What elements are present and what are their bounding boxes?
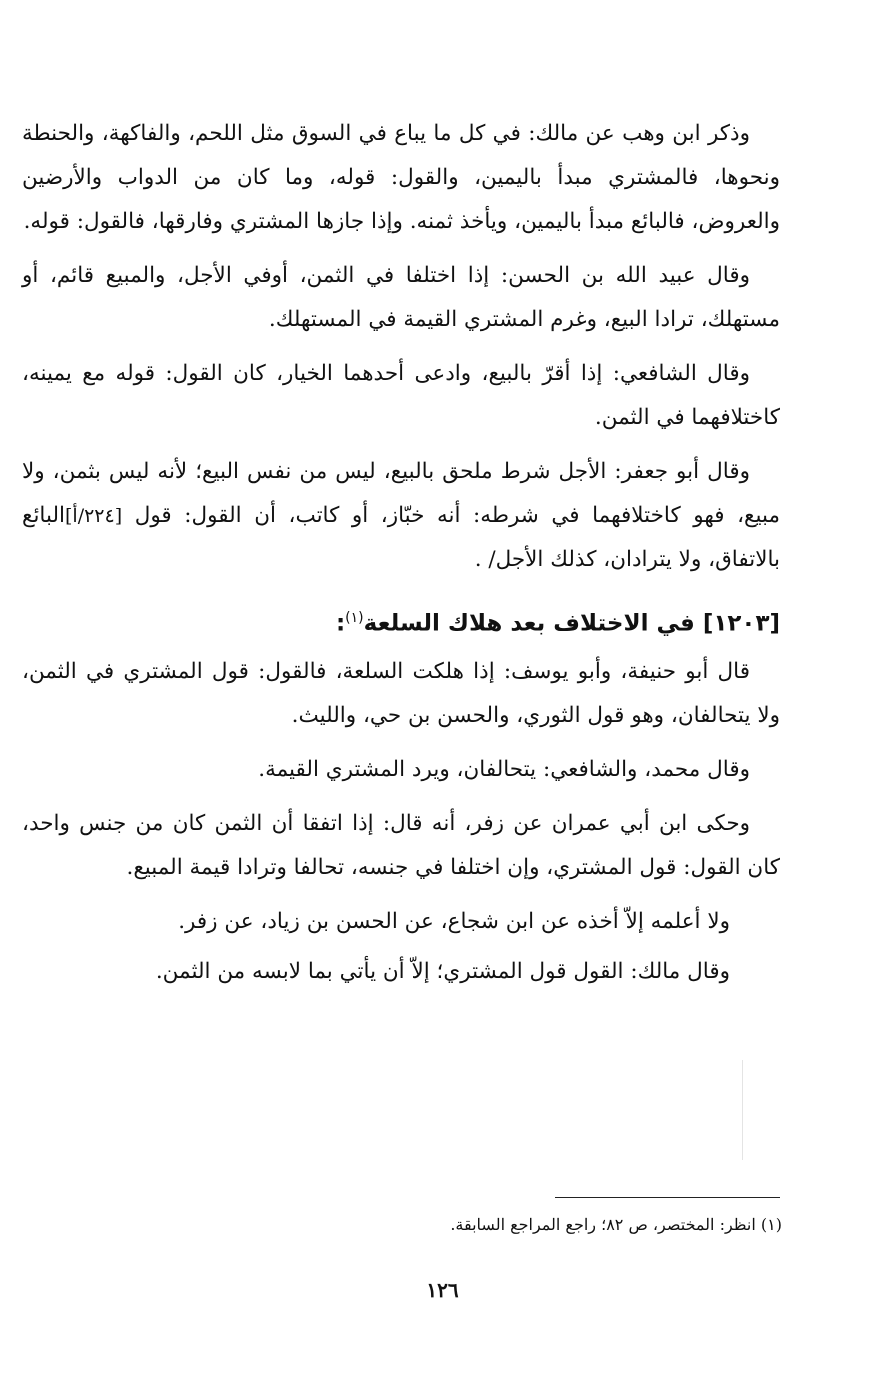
footnote-reference: (١)	[345, 610, 364, 626]
section-number: [١٢٠٣]	[702, 610, 780, 637]
page-number: ١٢٦	[426, 1278, 459, 1302]
abu-jafar-text-end: البائع بالاتفاق، ولا يترادان، كذلك الأجل/ .	[22, 503, 780, 572]
section-title: في الاختلاف بعد هلاك السلعة	[363, 610, 695, 637]
footnote	[22, 1212, 782, 1238]
abu-jafar-text: وقال أبو جعفر: الأجل شرط ملحق بالبيع، ليس من نفس البيع؛ لأنه ليس بثمن، ولا مبيع، فهو كاختلافهما في شرطه: أنه خبّاز، أو كاتب، أن القول: قول	[22, 459, 780, 528]
section-suffix: :	[335, 610, 346, 637]
main-text	[22, 112, 780, 1000]
paragraph-malik: وقال مالك: القول قول المشتري؛ إلاّ أن يأتي بما لابسه من الثمن.	[155, 958, 730, 984]
footnote-divider	[555, 1197, 780, 1198]
paragraph-shafii: وقال الشافعي: إذا أقرّ بالبيع، وادعى أحدهما الخيار، كان القول: قوله مع يمينه، كاختلافهما في الثمن.	[22, 361, 780, 430]
paragraph-abu-jafar	[22, 450, 780, 582]
margin-reference: [٢٢٤/أ]	[65, 505, 123, 527]
paragraph-zufar: وحكى ابن أبي عمران عن زفر، أنه قال: إذا اتفقا أن الثمن كان من جنس واحد، كان القول: قول المشتري، وإن اختلفا في جنسه، تحالفا وترادا قيمة المبيع.	[22, 810, 780, 880]
paragraph-muhammad: وقال محمد، والشافعي: يتحالفان، ويرد المشتري القيمة.	[258, 756, 750, 782]
section-heading	[22, 596, 780, 646]
paragraph-ibn-shuja: ولا أعلمه إلاّ أخذه عن ابن شجاع، عن الحسن بن زياد، عن زفر.	[178, 908, 730, 934]
paragraph-ubaydullah: وقال عبيد الله بن الحسن: إذا اختلفا في الثمن، أوفي الأجل، والمبيع قائم، أو مستهلك، ترادا البيع، وغرم المشتري القيمة في المستهلك.	[22, 263, 780, 332]
footnote-text: انظر: المختصر، ص ٨٢؛ راجع المراجع السابقة.	[450, 1215, 756, 1234]
footnote-marker: (١)	[760, 1215, 782, 1234]
scan-artifact-line	[742, 1060, 743, 1160]
paragraph-ibn-wahb: وذكر ابن وهب عن مالك: في كل ما يباع في السوق مثل اللحم، والفاكهة، والحنطة ونحوها، فالمشتري مبدأ باليمين، والقول: قوله، وما كان من الدواب والأرضين والعروض، فالبائع مبدأ باليمين، ويأخذ ثمنه. وإذا جازها المشتري وفارقها، فالقول: قوله.	[22, 121, 780, 234]
paragraph-abu-hanifa: قال أبو حنيفة، وأبو يوسف: إذا هلكت السلعة، فالقول: قول المشتري في الثمن، ولا يتحالفان، وهو قول الثوري، والحسن بن حي، والليث.	[22, 658, 780, 728]
